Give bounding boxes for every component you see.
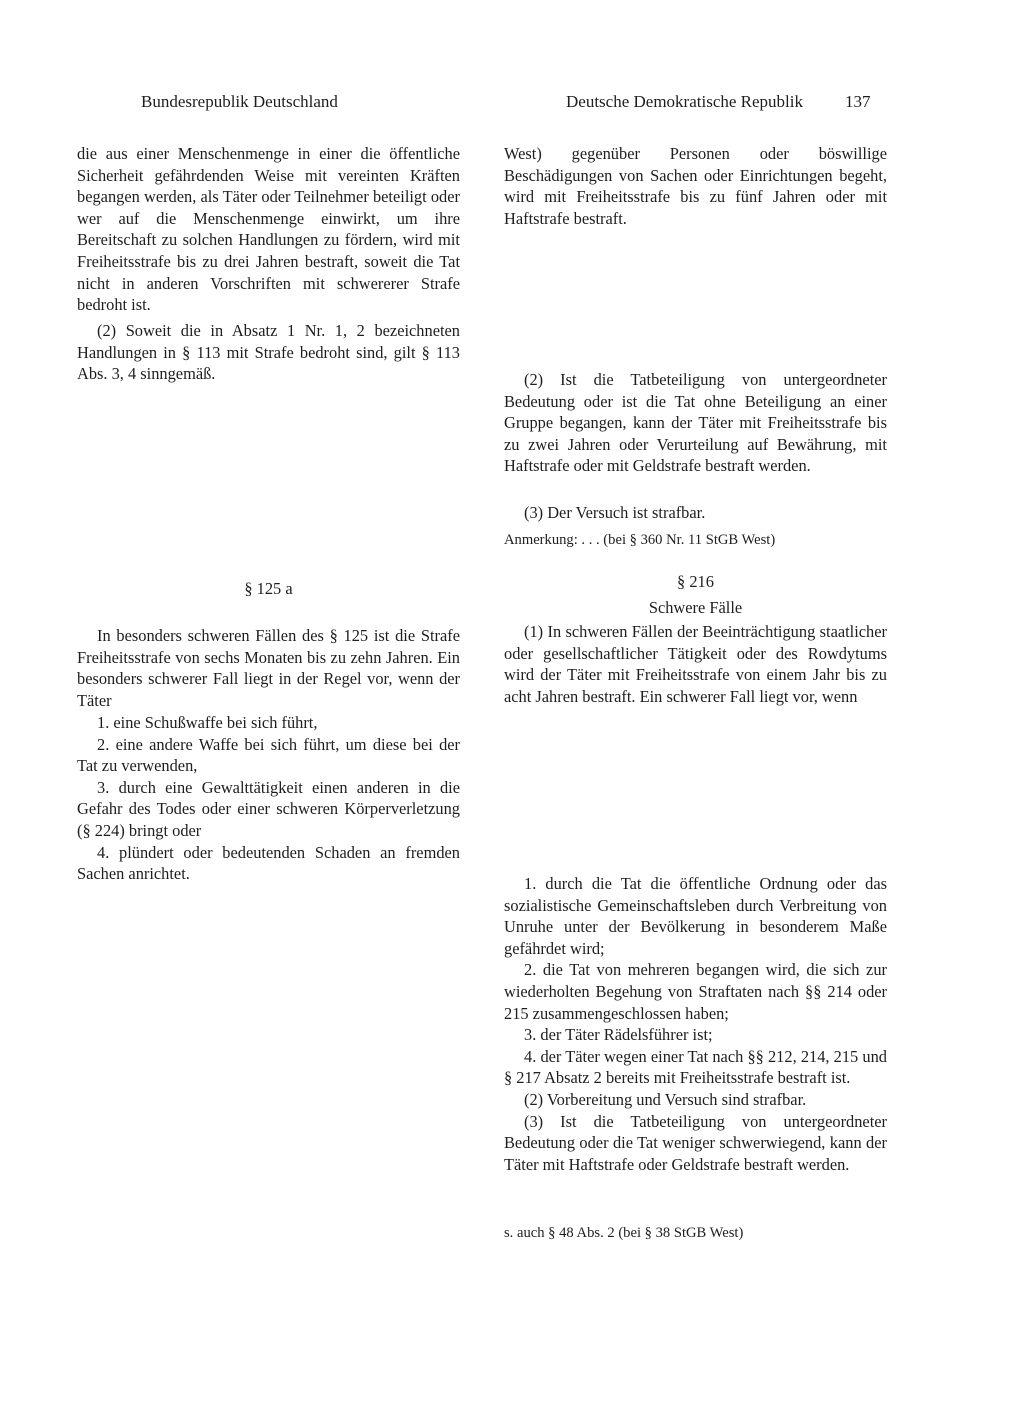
right-paragraph-2	[504, 369, 887, 477]
right-section-subtitle: Schwere Fälle	[648, 598, 743, 617]
left-section-heading: § 125 a	[244, 579, 293, 598]
left-paragraph-2	[77, 320, 460, 385]
right-paragraph-1	[504, 143, 887, 229]
right-list-item: 1. durch die Tat die öffentliche Ordnung oder das sozialistische Gemeinschaftsleben durch Verbreitung von Unruhe unter der Bevölkerung in besonderem Maße gefährdet wird;	[504, 874, 887, 958]
right-paragraph-4	[504, 621, 887, 707]
left-item-list	[77, 712, 460, 885]
left-p2-text: (2) Soweit die in Absatz 1 Nr. 1, 2 bezeichneten Handlungen in § 113 mit Strafe bedroht sind, gilt § 113 Abs. 3, 4 sinngemäß.	[77, 321, 460, 384]
right-p4-text: (1) In schweren Fällen der Beeinträchtigung staatlicher oder gesellschaftlicher Tätigkeit oder des Rowdytums wird der Täter mit Freiheitsstrafe von einem Jahr bis zu acht Jahren bestraft. Ein schwerer Fall liegt vor, wenn	[504, 622, 887, 706]
left-list-item: 4. plündert oder bedeutenden Schaden an fremden Sachen anrichtet.	[77, 842, 460, 884]
right-list-item: 2. die Tat von mehreren begangen wird, die sich zur wiederholten Begehung von Straftaten nach §§ 214 oder 215 zusammengeschlossen haben;	[504, 960, 887, 1023]
right-paragraph-3	[504, 502, 887, 524]
left-list-item: 3. durch eine Gewalttätigkeit einen anderen in die Gefahr des Todes oder einer schweren Körperverletzung (§ 224) bringt oder	[77, 777, 460, 840]
right-p3-text: (3) Der Versuch ist strafbar.	[524, 503, 706, 522]
left-paragraph-3	[77, 625, 460, 711]
right-p1-text: West) gegenüber Personen oder böswillige Beschädigungen von Sachen oder Einrichtungen begeht, wird mit Freiheitsstrafe bis zu fünf Jahren oder mit Haftstrafe bestraft.	[504, 144, 887, 228]
right-paragraph-6: (3) Ist die Tatbeteiligung von untergeordneter Bedeutung oder die Tat weniger schwerwiegend, kann der Täter mit Haftstrafe oder Geldstrafe bestraft werden.	[504, 1111, 887, 1174]
running-header-right: Deutsche Demokratische Republik	[566, 92, 803, 111]
right-item-list	[504, 873, 887, 1175]
right-list-item: 3. der Täter Rädelsführer ist;	[524, 1025, 713, 1045]
left-list-item: 2. eine andere Waffe bei sich führt, um diese bei der Tat zu verwenden,	[77, 734, 460, 776]
left-list-item: 1. eine Schußwaffe bei sich führt,	[97, 713, 318, 732]
right-p2-text: (2) Ist die Tatbeteiligung von untergeordneter Bedeutung oder ist die Tat ohne Beteiligung an einer Gruppe begangen, kann der Täter mit Freiheitsstrafe bis zu zwei Jahren oder Verurteilung auf Bewährung, mit Haftstrafe oder mit Geldstrafe bestraft werden.	[504, 370, 887, 476]
right-section-heading: § 216	[677, 572, 714, 591]
left-paragraph-1	[77, 143, 460, 316]
right-paragraph-5: (2) Vorbereitung und Versuch sind strafbar.	[524, 1089, 807, 1109]
right-note	[504, 530, 887, 550]
left-p3-text: In besonders schweren Fällen des § 125 ist die Strafe Freiheitsstrafe von sechs Monaten bis zu zehn Jahren. Ein besonders schwerer Fall liegt in der Regel vor, wenn der Täter	[77, 626, 460, 710]
right-footnote-text: s. auch § 48 Abs. 2 (bei § 38 StGB West)	[504, 1225, 744, 1241]
right-note-text: Anmerkung: . . . (bei § 360 Nr. 11 StGB West)	[504, 532, 776, 548]
left-p1-text: die aus einer Menschenmenge in einer die öffentliche Sicherheit gefährdenden Weise mit vereinten Kräften begangen werden, als Täter oder Teilnehmer beteiligt oder wer auf die Menschenmenge einwirkt, um ihre Bereitschaft zu solchen Handlungen zu fördern, wird mit Freiheitsstrafe bis zu drei Jahren bestraft, soweit die Tat nicht in anderen Vorschriften mit schwererer Strafe bedroht ist.	[77, 144, 460, 315]
running-header-left: Bundesrepublik Deutschland	[141, 92, 338, 111]
page-number: 137	[845, 92, 871, 111]
right-list-item: 4. der Täter wegen einer Tat nach §§ 212, 214, 215 und § 217 Absatz 2 bereits mit Freiheitsstrafe bestraft ist.	[504, 1046, 887, 1088]
right-footnote	[504, 1223, 887, 1243]
